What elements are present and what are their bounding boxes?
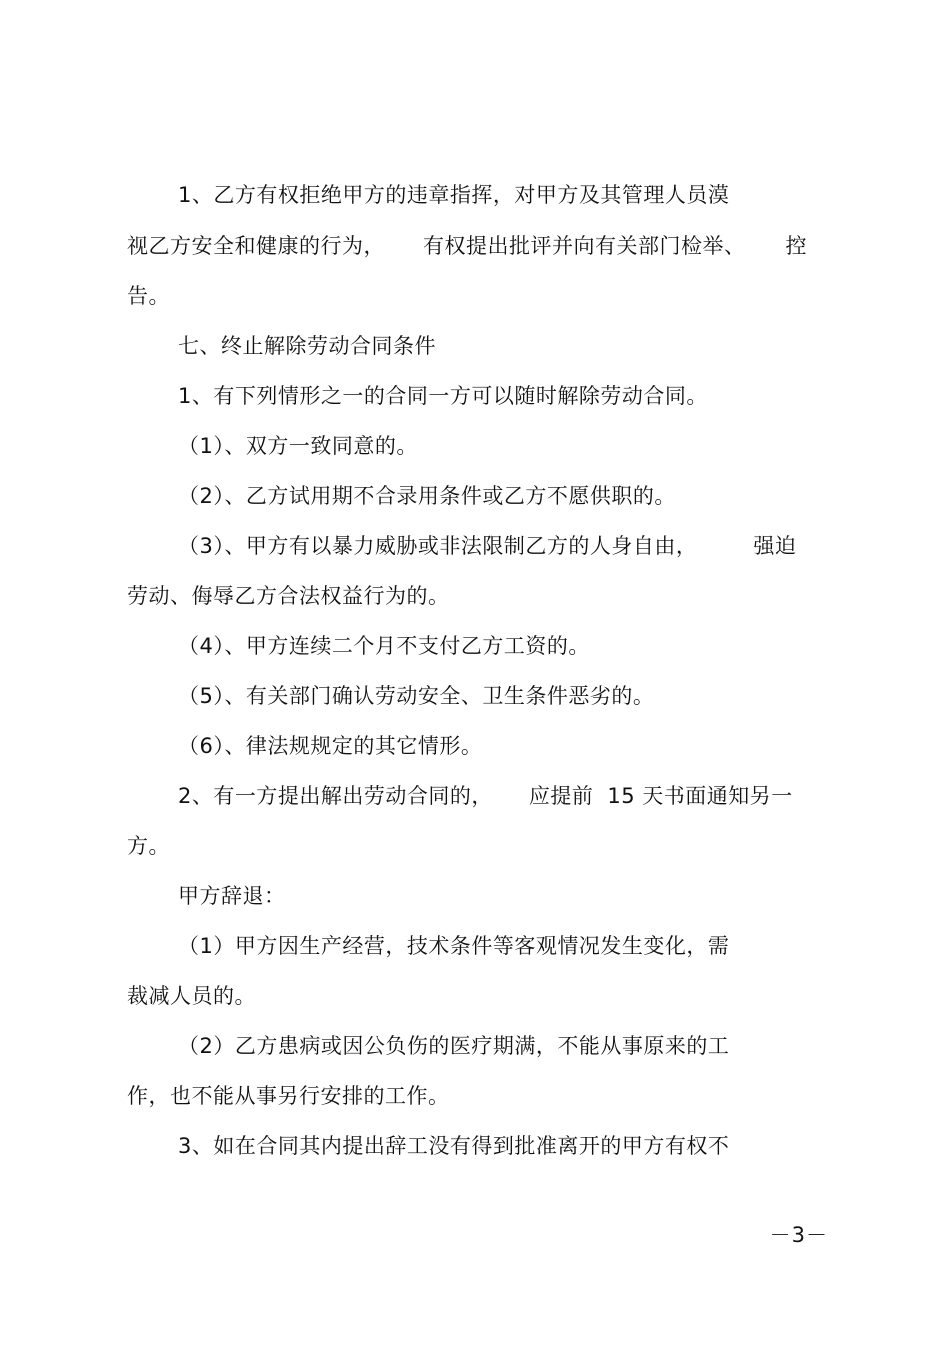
text-segment: （4）、甲方连续二个月不支付乙方工资的。 [178, 634, 590, 658]
paragraph-line [127, 231, 807, 261]
text-segment: （5）、有关部门确认劳动安全、卫生条件恶劣的。 [178, 684, 655, 708]
paragraph-line [127, 831, 170, 861]
text-segment: 七、终止解除劳动合同条件 [178, 334, 436, 358]
text-segment: 视乙方安全和健康的行为， [127, 234, 385, 258]
text-segment: （6）、律法规规定的其它情形。 [178, 734, 483, 758]
text-segment: 作，也不能从事另行安排的工作。 [127, 1084, 450, 1108]
list-item-line [178, 431, 418, 461]
list-item-line [178, 681, 654, 711]
text-segment: 裁减人员的。 [127, 984, 256, 1008]
text-segment: （2）乙方患病或因公负伤的医疗期满，不能从事原来的工 [178, 1034, 730, 1058]
text-segment: 1、乙方有权拒绝甲方的违章指挥，对甲方及其管理人员漠 [178, 183, 730, 207]
text-segment: 方。 [127, 834, 170, 858]
text-segment: 应提前 [528, 784, 594, 808]
paragraph-line [178, 781, 793, 811]
text-segment: 告。 [127, 284, 170, 308]
paragraph-line [178, 180, 729, 210]
paragraph-line [178, 1131, 729, 1161]
text-segment: 1、有下列情形之一的合同一方可以随时解除劳动合同。 [178, 384, 708, 408]
text-segment: 2、有一方提出解出劳动合同的， [178, 784, 493, 808]
list-item-line [178, 731, 482, 761]
paragraph-line [178, 881, 286, 911]
text-segment: （1）、双方一致同意的。 [178, 434, 418, 458]
text-segment: 甲方辞退： [178, 884, 286, 908]
section-heading [178, 331, 436, 361]
text-segment: 15 天书面通知另一 [607, 784, 793, 808]
paragraph-line [127, 581, 450, 611]
text-segment: （3）、甲方有以暴力威胁或非法限制乙方的人身自由， [178, 534, 698, 558]
text-segment: （1）甲方因生产经营，技术条件等客观情况发生变化，需 [178, 934, 730, 958]
list-item-line [178, 1031, 729, 1061]
text-segment: （2）、乙方试用期不合录用条件或乙方不愿供职的。 [178, 484, 676, 508]
list-item-line [178, 631, 590, 661]
paragraph-line [127, 281, 170, 311]
list-item-line [178, 931, 729, 961]
text-segment: 强迫 [753, 534, 797, 558]
text-segment: 有权提出批评并向有关部门检举、 [423, 234, 746, 258]
text-segment: 控 [785, 234, 807, 258]
paragraph-line [127, 1081, 450, 1111]
text-segment: 3、如在合同其内提出辞工没有得到批准离开的甲方有权不 [178, 1134, 730, 1158]
paragraph-line [127, 981, 256, 1011]
list-item-line [178, 531, 796, 561]
page-number: －3－ [769, 1223, 828, 1247]
text-segment: 劳动、侮辱乙方合法权益行为的。 [127, 584, 450, 608]
list-item-line [178, 481, 676, 511]
paragraph-line [178, 381, 708, 411]
